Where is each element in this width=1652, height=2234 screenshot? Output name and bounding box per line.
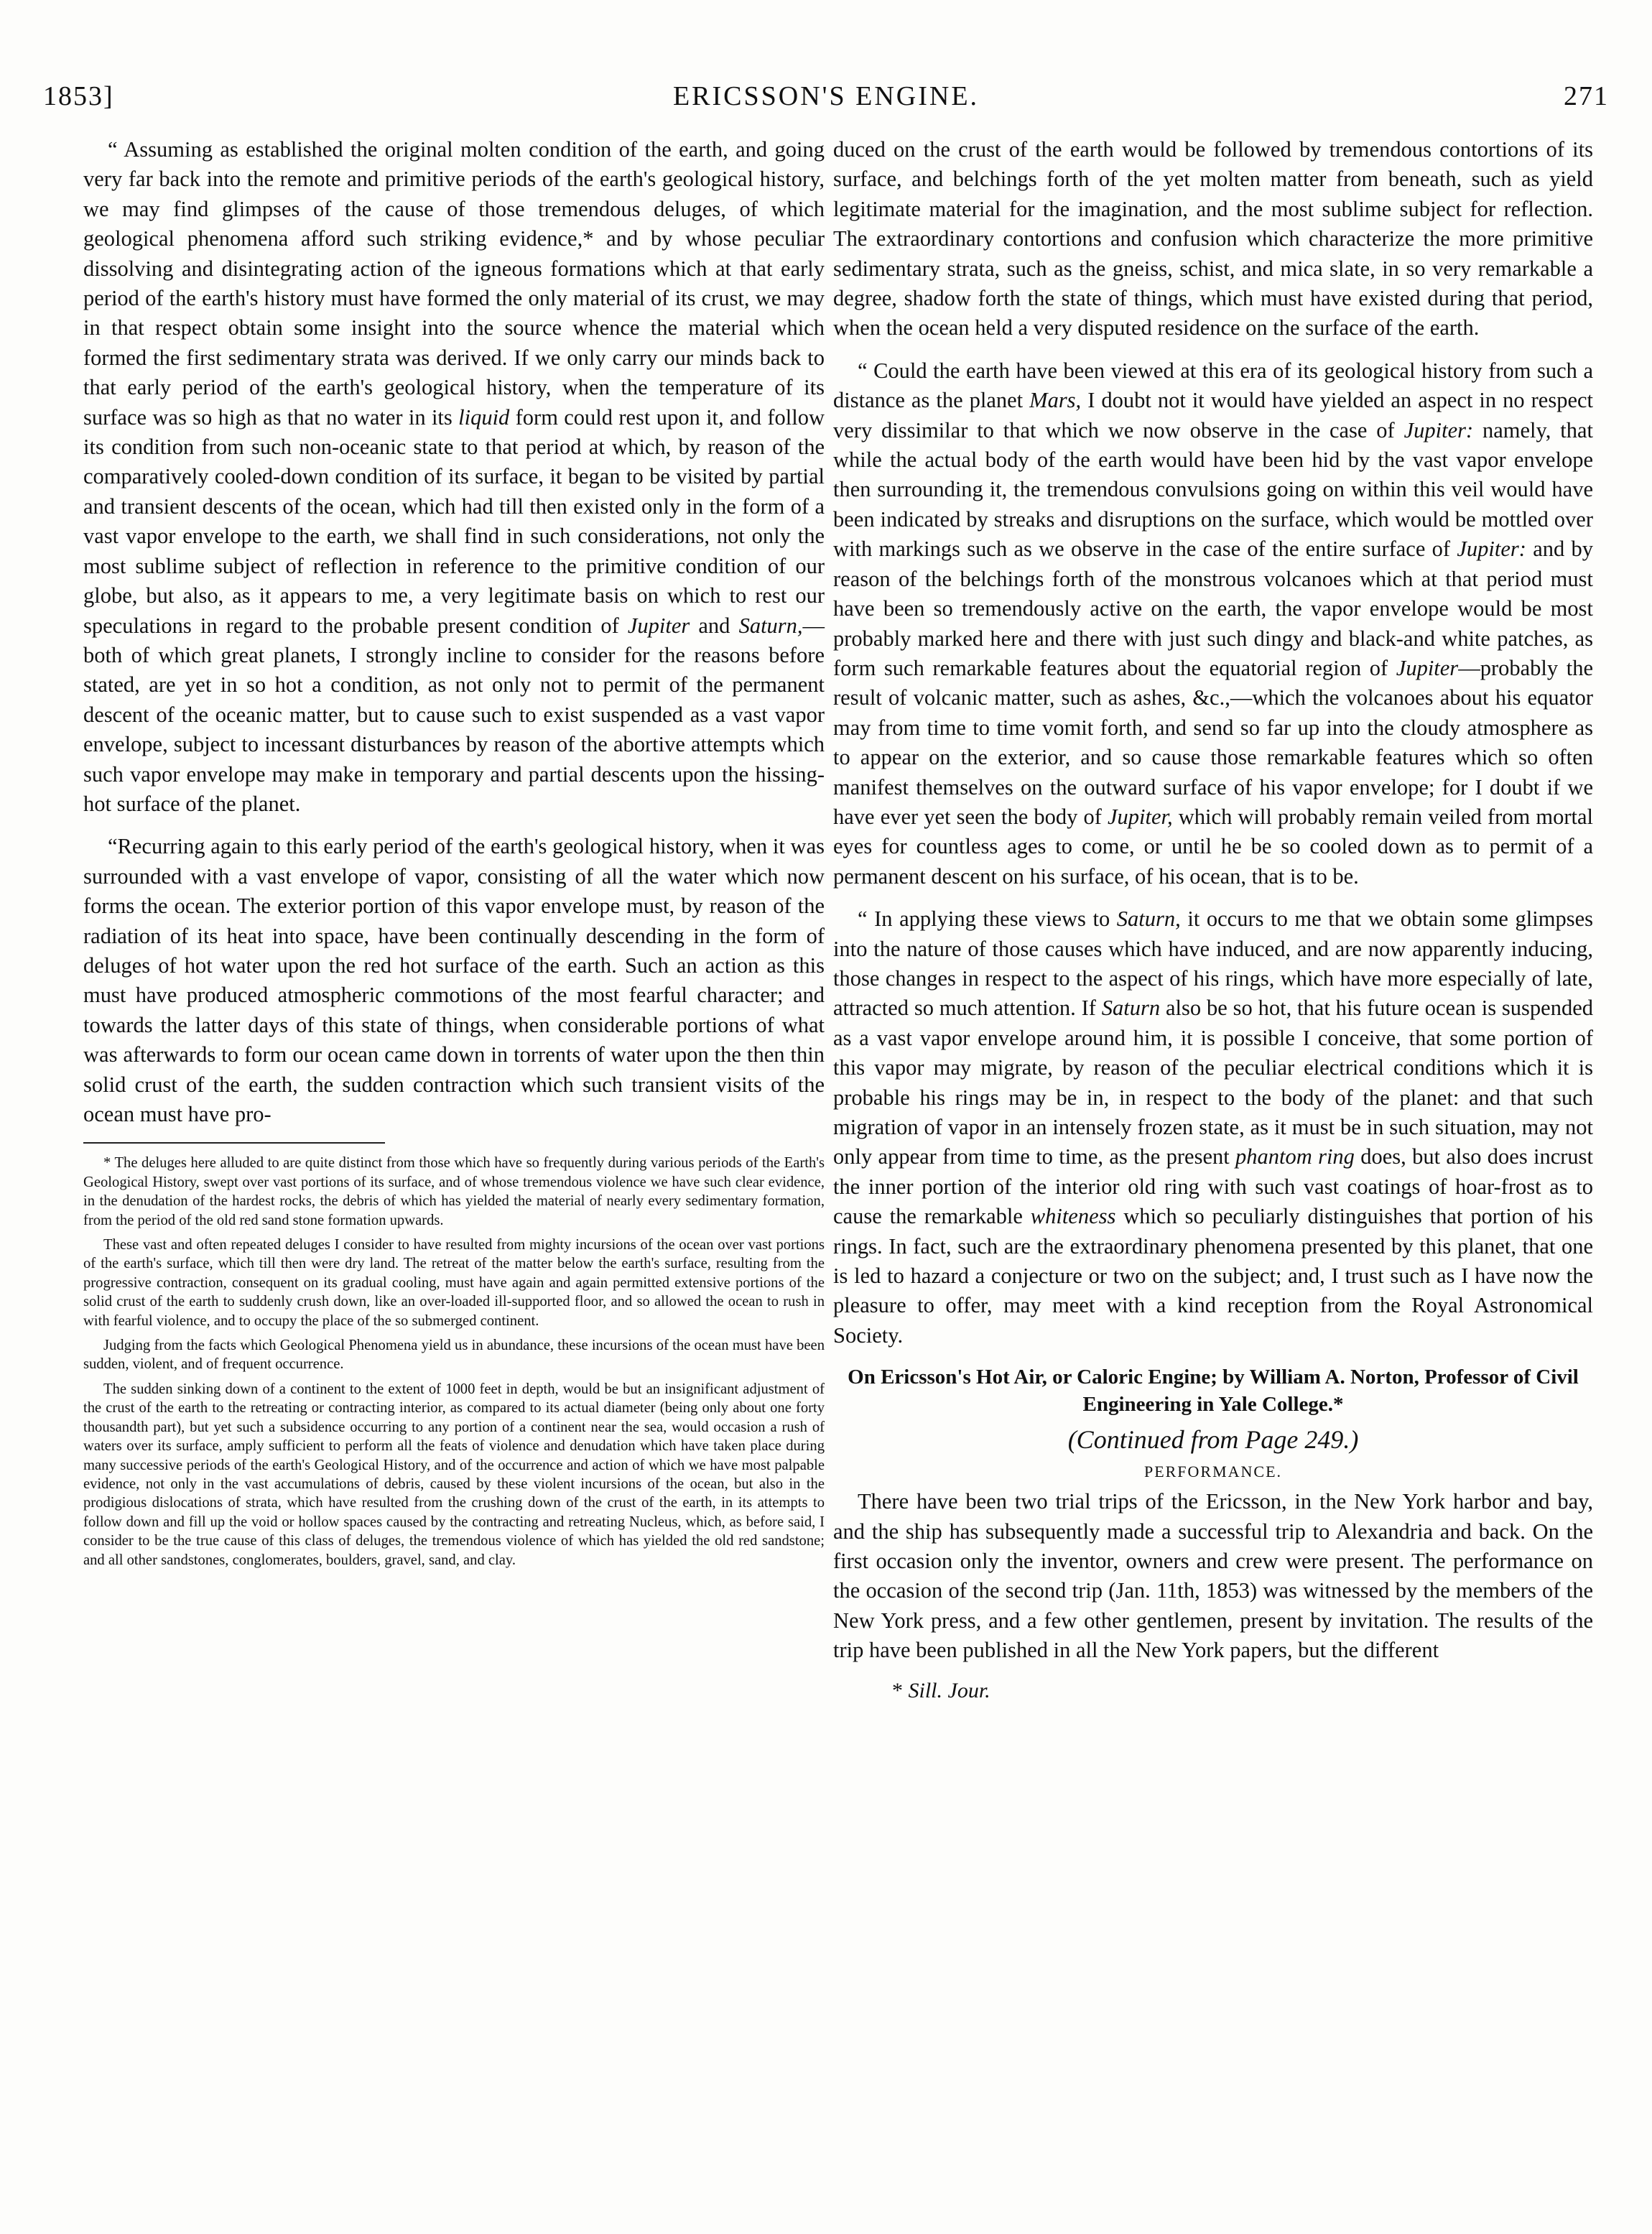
paragraph-saturn: “ In applying these views to Saturn, it occurs to me that we obtain some glimpses into the nature of those causes which have induced, and are now apparently inducing, those changes in respect to the aspect of his rings, which have more especially of late, attracted so much attention. If Saturn also be so hot, that his future ocean is suspended as a vast vapor envelope around him, it is possible I conceive, that some portion of this vapor may migrate, by reason of the peculiar electrical conditions which it is probable his rings may be in, in respect to the body of the planet: and that such migration of vapor in an intensely frozen state, as it must be in such situation, may not only appear from time to time, as the present phantom ring does, but also does incrust the inner portion of the interior old ring with such vast coatings of hoar-frost as to cause the remarkable whiteness which so peculiarly distinguishes that portion of his rings. In fact, such are the extraordinary phenomena presented by this planet, that one is led to hazard a conjecture or two on the subject; and, I trust such as I have now the pleasure to offer, may meet with a kind reception from the Royal Astronomical Society. <box>833 907 1594 1348</box>
running-title: ERICSSON'S ENGINE. <box>672 81 980 111</box>
paragraph-continued: duced on the crust of the earth would be followed by tremendous contortions of its surface, and belchings forth of the yet molten matter from beneath, such as yield legitimate material for the imagination, and the most sublime subject for reflection. The extraordinary contortions and confusion which characterize the more primitive sedimentary strata, such as the gneiss, schist, and mica slate, in so very remarkable a degree, shadow forth the state of things, which must have existed during that period, when the ocean held a very disputed residence on the surface of the earth. <box>833 137 1593 340</box>
source-footnote: * Sill. Jour. <box>892 1679 1593 1703</box>
paragraph-performance: There have been two trial trips of the Ericsson, in the New York harbor and bay, and the ship has subsequently made a successful trip to Alexandria and back. On the first occasion only the inventor, owners and crew were present. The performance on the occasion of the second trip (Jan. 11th, 1853) was witnessed by the members of the New York press, and a few other gentlemen, present by invitation. The results of the trip have been published in all the New York papers, but the different <box>833 1489 1593 1663</box>
article-title: On Ericsson's Hot Air, or Caloric Engine; by William A. Norton, Professor of Civil Engineering in Yale College.* <box>848 1366 1579 1417</box>
right-column <box>833 135 1593 1703</box>
footnote-judging: Judging from the facts which Geological Phenomena yield us in abundance, these incursions of the ocean must have been sudden, violent, and of frequent occurrence. <box>83 1338 825 1373</box>
paragraph-could-earth: “ Could the earth have been viewed at this era of its geological history from such a distance as the planet Mars, I doubt not it would have yielded an aspect in no respect very dissimilar to that which we now observe in the case of Jupiter: namely, that while the actual body of the earth would have been hid by the vast vapor envelope then surrounding it, the tremendous convulsions going on within this veil would have been indicated by streaks and disruptions on the surface, which would be mottled over with markings such as we observe in the case of the entire surface of Jupiter: and by reason of the belchings forth of the monstrous volcanoes which at that period must have been so tremendously active on the earth, the vapor envelope would be most probably marked here and there with just such dingy and black-and white patches, as form such remarkable features about the equatorial region of Jupiter—probably the result of volcanic matter, such as ashes, &c.,—which the volcanoes about his equator may from time to time vomit forth, and send so far up into the cloudy atmosphere as to appear on the exterior, and so cause those remarkable features which so often manifest themselves on the outward surface of his vapor envelope; for I doubt if we have ever yet seen the body of Jupiter, which will probably remain veiled from mortal eyes for countless ages to come, or until he be so cooled down as to permit of a permanent descent on his surface, of his ocean, that is to be. <box>833 358 1594 889</box>
page-number: 271 <box>1564 81 1609 111</box>
left-column <box>83 135 825 1575</box>
footnote-incursions: These vast and often repeated deluges I consider to have resulted from mighty incursions of the ocean over vast portions of the earth's surface, which till then were dry land. The retreat of the matter below the earth's surface, resulting from the progressive contraction, consequent on its gradual cooling, must have again and again permitted extensive portions of the solid crust of the earth to suddenly crush down, like an over-loaded ill-supported floor, and so allowed the ocean to rush in with fearful violence, and to occupy the place of the so submerged continent. <box>83 1237 825 1329</box>
section-heading-performance: PERFORMANCE. <box>1143 1463 1283 1481</box>
footnote-sinking: The sudden sinking down of a continent to the extent of 1000 feet in depth, would be but an insignificant adjustment of the crust of the earth to the retreating or contracting interior, as compared to its actual diameter (being only about one forty thousandth part), but yet such a subsidence occurring to any portion of a continent near the sea, would occasion a rush of waters over its surface, amply sufficient to perform all the feats of violence and denudation which have taken place during many successive periods of the earth's Geological History, and of the occurrence and action of which we have most palpable evidence, not only in the vast accumulations of debris, caused by these violent incursions of the ocean, but also in the prodigious dislocations of strata, which have resulted from the crushing down of the crust of the earth, in its attempts to follow down and fill up the void or hollow spaces caused by the contracting and retreating Nucleus, which, as before said, I consider to be the true cause of this class of deluges, the tremendous violence of which has yielded the old red sandstone; and all other sandstones, conglomerates, boulders, gravel, sand, and clay. <box>83 1381 825 1568</box>
footnote-deluges: * The deluges here alluded to are quite distinct from those which have so frequently during various periods of the Earth's Geological History, swept over vast portions of its surface, and of whose tremendous violence we have such clear evidence, in the denudation of the hardest rocks, the debris of which has yielded the material of nearly every sedimentary formation, from the period of the old red sand stone formation upwards. <box>83 1155 825 1228</box>
year-header: 1853] <box>43 81 114 111</box>
paragraph-recurring: “Recurring again to this early period of the earth's geological history, when it was surrounded with a vast envelope of vapor, consisting of all the water which now forms the ocean. The exterior portion of this vapor envelope must, by reason of the radiation of its heat into space, have been continually descending in the form of deluges of hot water upon the red hot surface of the earth. Such an action as this must have produced atmospheric commotions of the most fearful character; and towards the latter days of this state of things, when considerable portions of what was afterwards to form our ocean came down in torrents of water upon the then thin solid crust of the earth, the sudden contraction which such transient visits of the ocean must have pro- <box>83 834 825 1126</box>
continued-note: (Continued from Page 249.) <box>1067 1425 1359 1455</box>
paragraph-assuming: “ Assuming as established the original molten condition of the earth, and going very far back into the remote and primitive periods of the earth's geological history, we may find glimpses of the cause of those tremendous deluges, of which geological phenomena afford such striking evidence,* and by whose peculiar dissolving and disintegrating action of the igneous formations which at that early period of the earth's history must have formed the only material of its crust, we may in that respect obtain some insight into the source whence the material which formed the first sedimentary strata was derived. If we only carry our minds back to that early period of the earth's geological history, when the temperature of its surface was so high as that no water in its liquid form could rest upon it, and follow its condition from such non-oceanic state to that period at which, by reason of the comparatively cooled-down condition of its surface, it began to be visited by partial and transient descents of the ocean, which had till then existed only in the form of a vast vapor envelope to the earth, we shall find in such considerations, not only the most sublime subject of reflection in reference to the primitive condition of our globe, but also, as it appears to me, a very legitimate basis on which to rest our speculations in regard to the probable present condition of Jupiter and Saturn,—both of which great planets, I strongly incline to consider for the reasons before stated, are yet in so hot a condition, as not only not to permit of the permanent descent of the oceanic matter, but to cause such to exist suspended as a vast vapor envelope, subject to incessant disturbances by reason of the abortive attempts which such vapor envelope may make in temporary and partial descents upon the hissing-hot surface of the planet. <box>83 137 825 816</box>
footnote-rule <box>83 1142 385 1144</box>
